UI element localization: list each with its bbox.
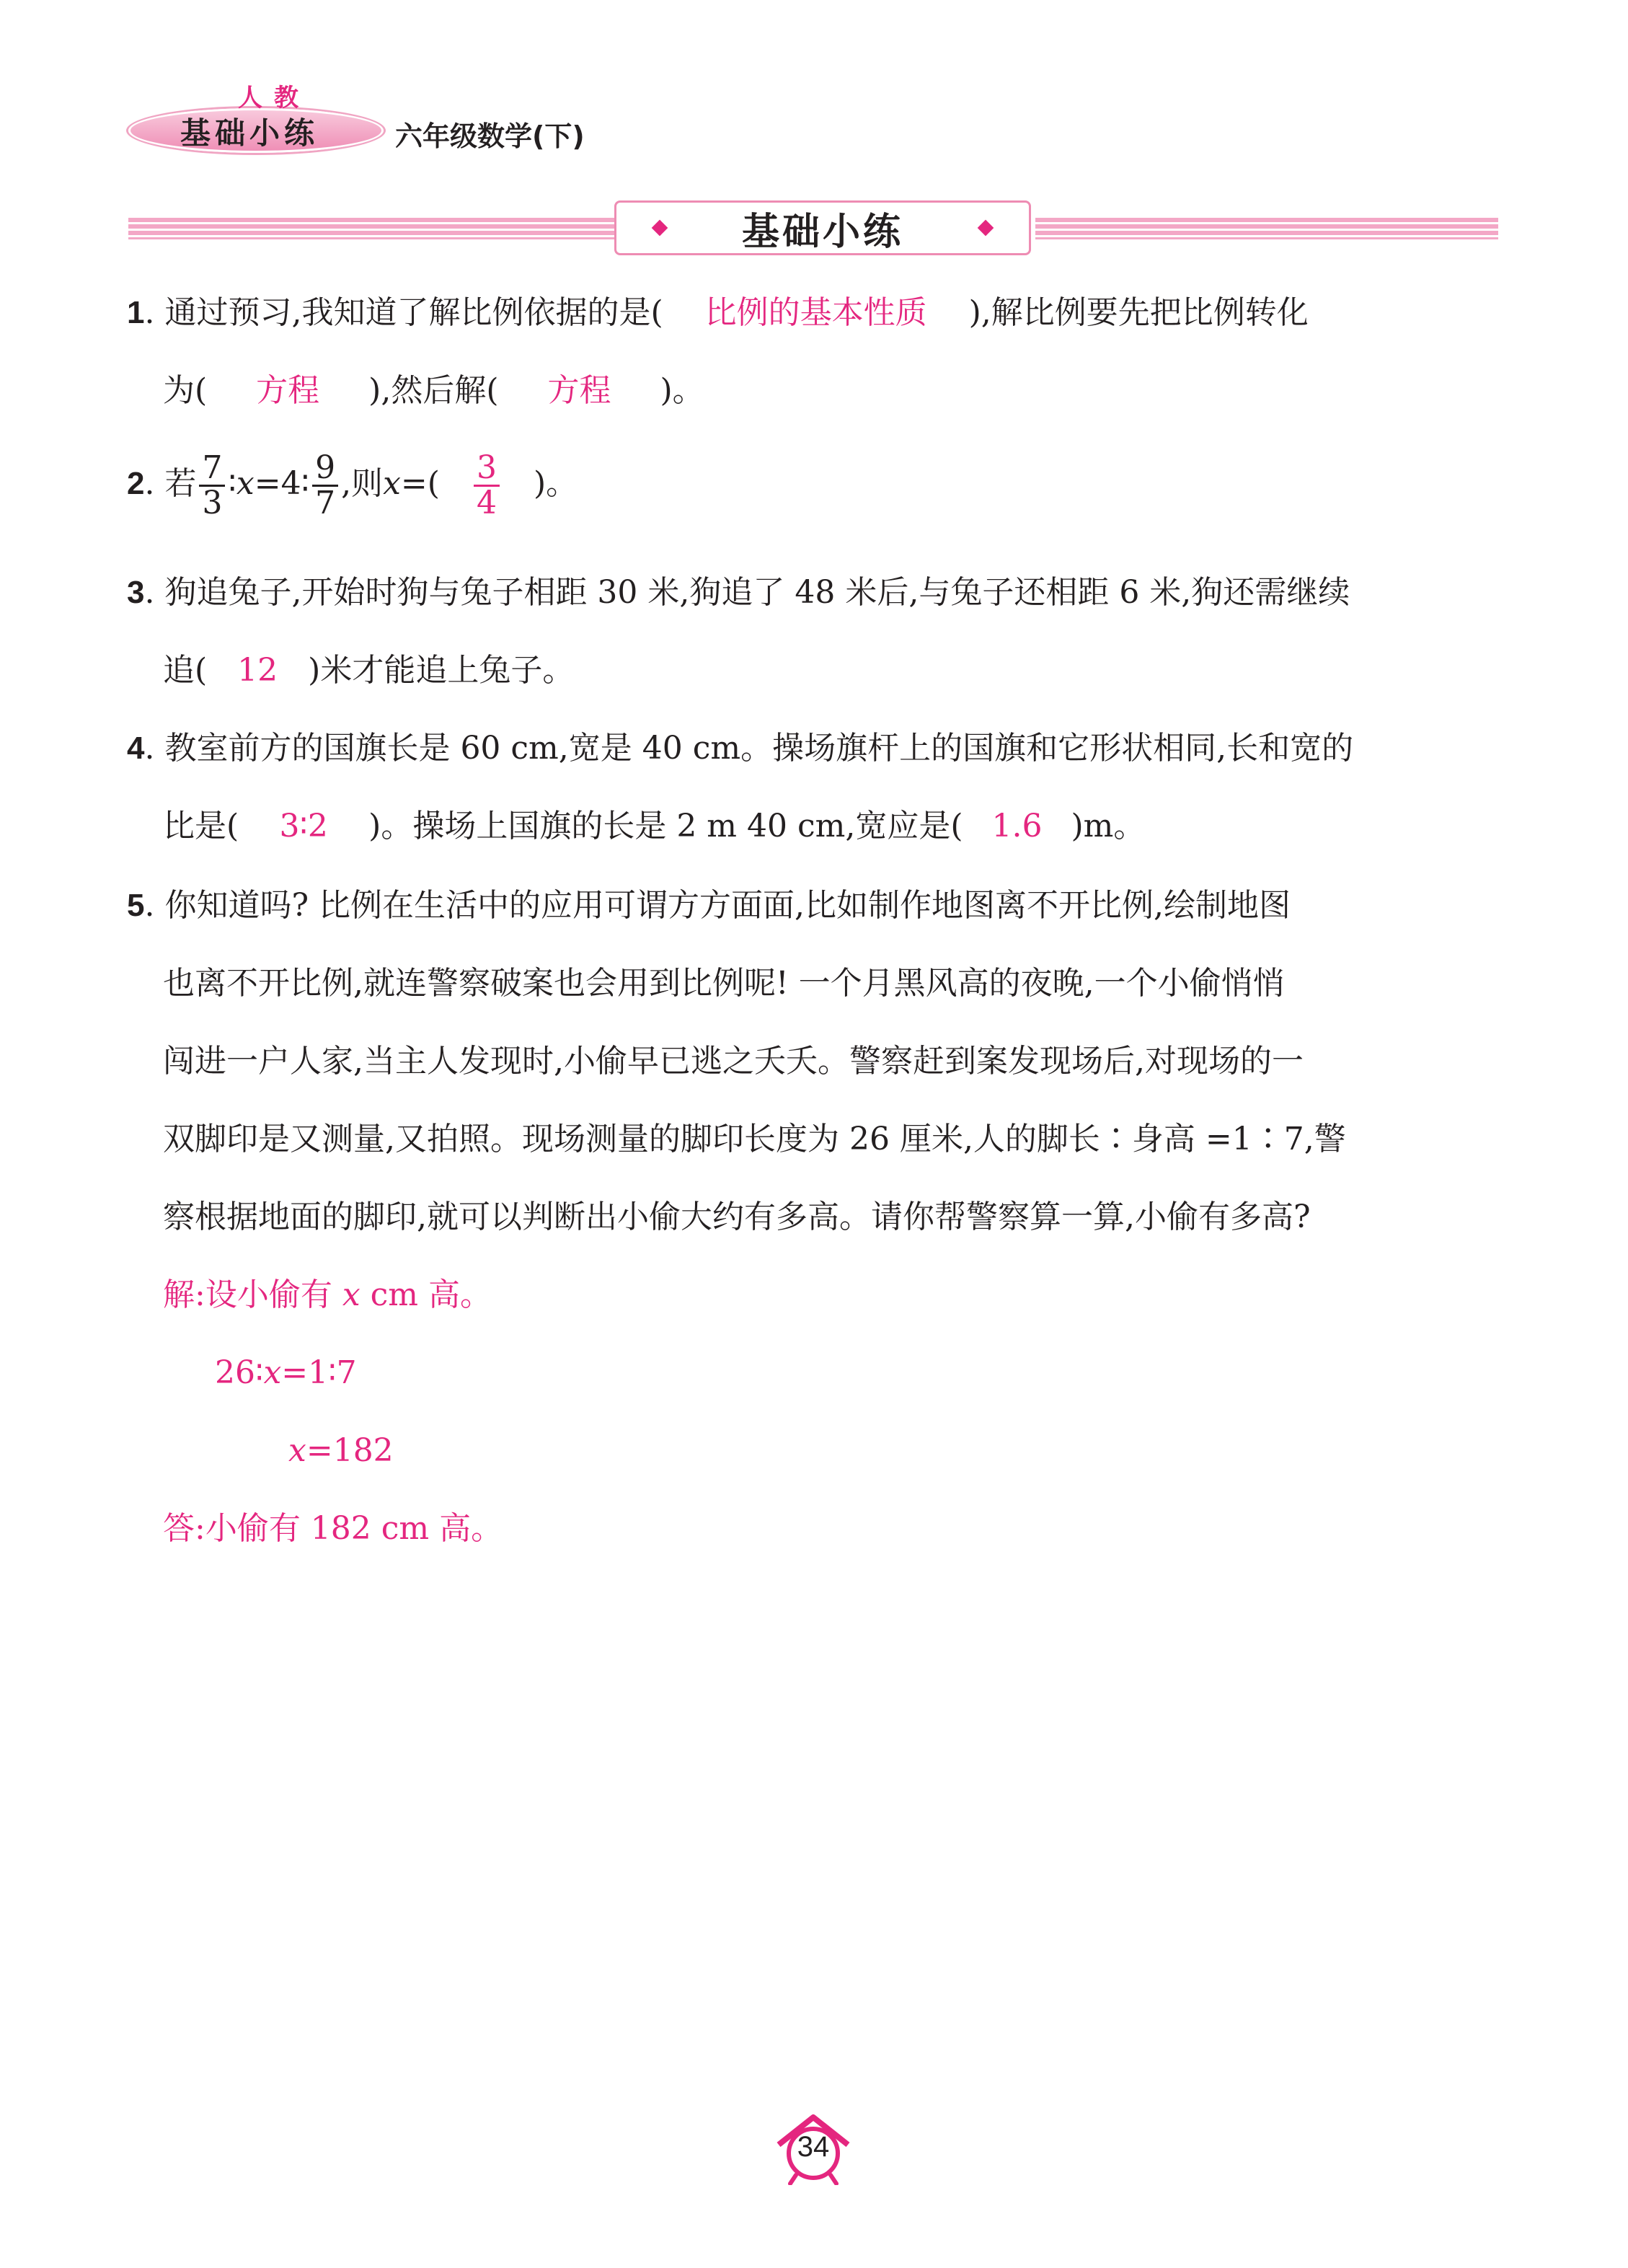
solution-equation — [215, 1354, 357, 1391]
diamond-icon — [652, 220, 668, 237]
solution-text: 解:设小偷有 — [163, 1276, 342, 1313]
question-number: 3 — [127, 575, 145, 610]
question-text: . 通过预习,我知道了解比例依据的是( — [144, 294, 663, 331]
question-text: 追( — [163, 652, 208, 689]
question-text: ∶ — [228, 465, 236, 503]
section-band-right — [1035, 218, 1498, 239]
question-5-line-3: 闯进一户人家,当主人发现时,小偷早已逃之夭夭。警察赶到案发现场后,对现场的一 — [163, 1043, 1304, 1080]
header-brand: 基础小练 — [180, 115, 319, 151]
header-publisher: 人教 — [238, 84, 310, 112]
question-2 — [127, 451, 578, 520]
fraction-denominator: 7 — [312, 485, 338, 520]
solution-text: =182 — [306, 1432, 394, 1469]
solution-text: cm 高。 — [360, 1276, 492, 1313]
page-number: 34 — [797, 2131, 830, 2163]
question-4-line-2 — [163, 808, 1146, 844]
answer-blank: 比例的基本性质 — [704, 294, 927, 331]
fraction-numerator: 7 — [202, 449, 223, 486]
answer-blank: 方程 — [256, 372, 320, 409]
fraction-denominator: 4 — [474, 485, 500, 520]
question-number: 2 — [127, 466, 145, 502]
question-4-line-1 — [127, 730, 1354, 767]
question-text: )米才能追上兔子。 — [308, 652, 575, 689]
variable: x — [342, 1276, 360, 1313]
header-grade: 六年级数学(下) — [395, 120, 585, 152]
question-text: )m。 — [1071, 808, 1146, 844]
solution-line-1 — [163, 1276, 492, 1313]
diamond-icon — [978, 220, 994, 237]
question-number: 1 — [127, 295, 145, 330]
fraction — [199, 451, 225, 520]
fraction-numerator: 3 — [476, 449, 497, 486]
section-band-left — [128, 218, 614, 239]
variable: x — [288, 1432, 306, 1469]
answer-blank: 12 — [237, 652, 278, 689]
question-number: 4 — [127, 731, 145, 766]
fraction-denominator: 3 — [199, 485, 225, 520]
answer-fraction — [474, 451, 500, 520]
solution-answer: 答:小偷有 182 cm 高。 — [163, 1510, 503, 1547]
question-number: 5 — [127, 888, 145, 923]
question-text: ),解比例要先把比例转化 — [968, 294, 1309, 331]
question-1-line-2 — [163, 372, 704, 409]
solution-result — [288, 1432, 394, 1469]
question-5-line-1 — [127, 887, 1291, 924]
variable: x — [236, 465, 255, 503]
fraction-numerator: 9 — [315, 449, 336, 486]
variable: x — [263, 1354, 282, 1391]
question-5-line-5: 察根据地面的脚印,就可以判断出小偷大约有多高。请你帮警察算一算,小偷有多高? — [163, 1199, 1311, 1235]
answer-blank: 3∶2 — [279, 808, 328, 844]
question-text: )。 — [533, 465, 578, 503]
question-3-line-1 — [127, 574, 1350, 611]
fraction — [312, 451, 338, 520]
variable: x — [383, 465, 401, 503]
question-text: . 教室前方的国旗长是 60 cm,宽是 40 cm。操场旗杆上的国旗和它形状相同,长和宽的 — [144, 730, 1354, 767]
question-3-line-2 — [163, 652, 575, 689]
section-title-box — [614, 200, 1031, 255]
question-text: . 你知道吗? 比例在生活中的应用可谓方方面面,比如制作地图离不开比例,绘制地图 — [144, 887, 1291, 924]
solution-text: =1∶7 — [281, 1354, 357, 1391]
question-5-line-2: 也离不开比例,就连警察破案也会用到比例呢! 一个月黑风高的夜晚,一个小偷悄悄 — [163, 965, 1285, 1002]
question-text: )。操场上国旗的长是 2 m 40 cm,宽应是( — [368, 808, 963, 844]
question-text: )。 — [660, 372, 704, 409]
answer-blank: 方程 — [547, 372, 611, 409]
question-text: . 若 — [144, 465, 197, 503]
question-text: =4∶ — [254, 465, 310, 503]
question-5-line-4: 双脚印是又测量,又拍照。现场测量的脚印长度为 26 厘米,人的脚长∶身高 =1∶7,警 — [163, 1121, 1346, 1157]
question-text: 为( — [163, 372, 208, 409]
question-text: ),然后解( — [368, 372, 499, 409]
answer-blank: 1.6 — [991, 808, 1043, 844]
question-text: 比是( — [163, 808, 239, 844]
question-text: =( — [400, 465, 440, 503]
question-text: ,则 — [341, 465, 384, 503]
section-title: 基础小练 — [741, 210, 903, 254]
question-text: . 狗追兔子,开始时狗与兔子相距 30 米,狗追了 48 米后,与兔子还相距 6 米,狗还需继续 — [144, 574, 1350, 611]
question-1-line-1 — [127, 294, 1309, 331]
solution-text: 26∶ — [215, 1354, 264, 1391]
